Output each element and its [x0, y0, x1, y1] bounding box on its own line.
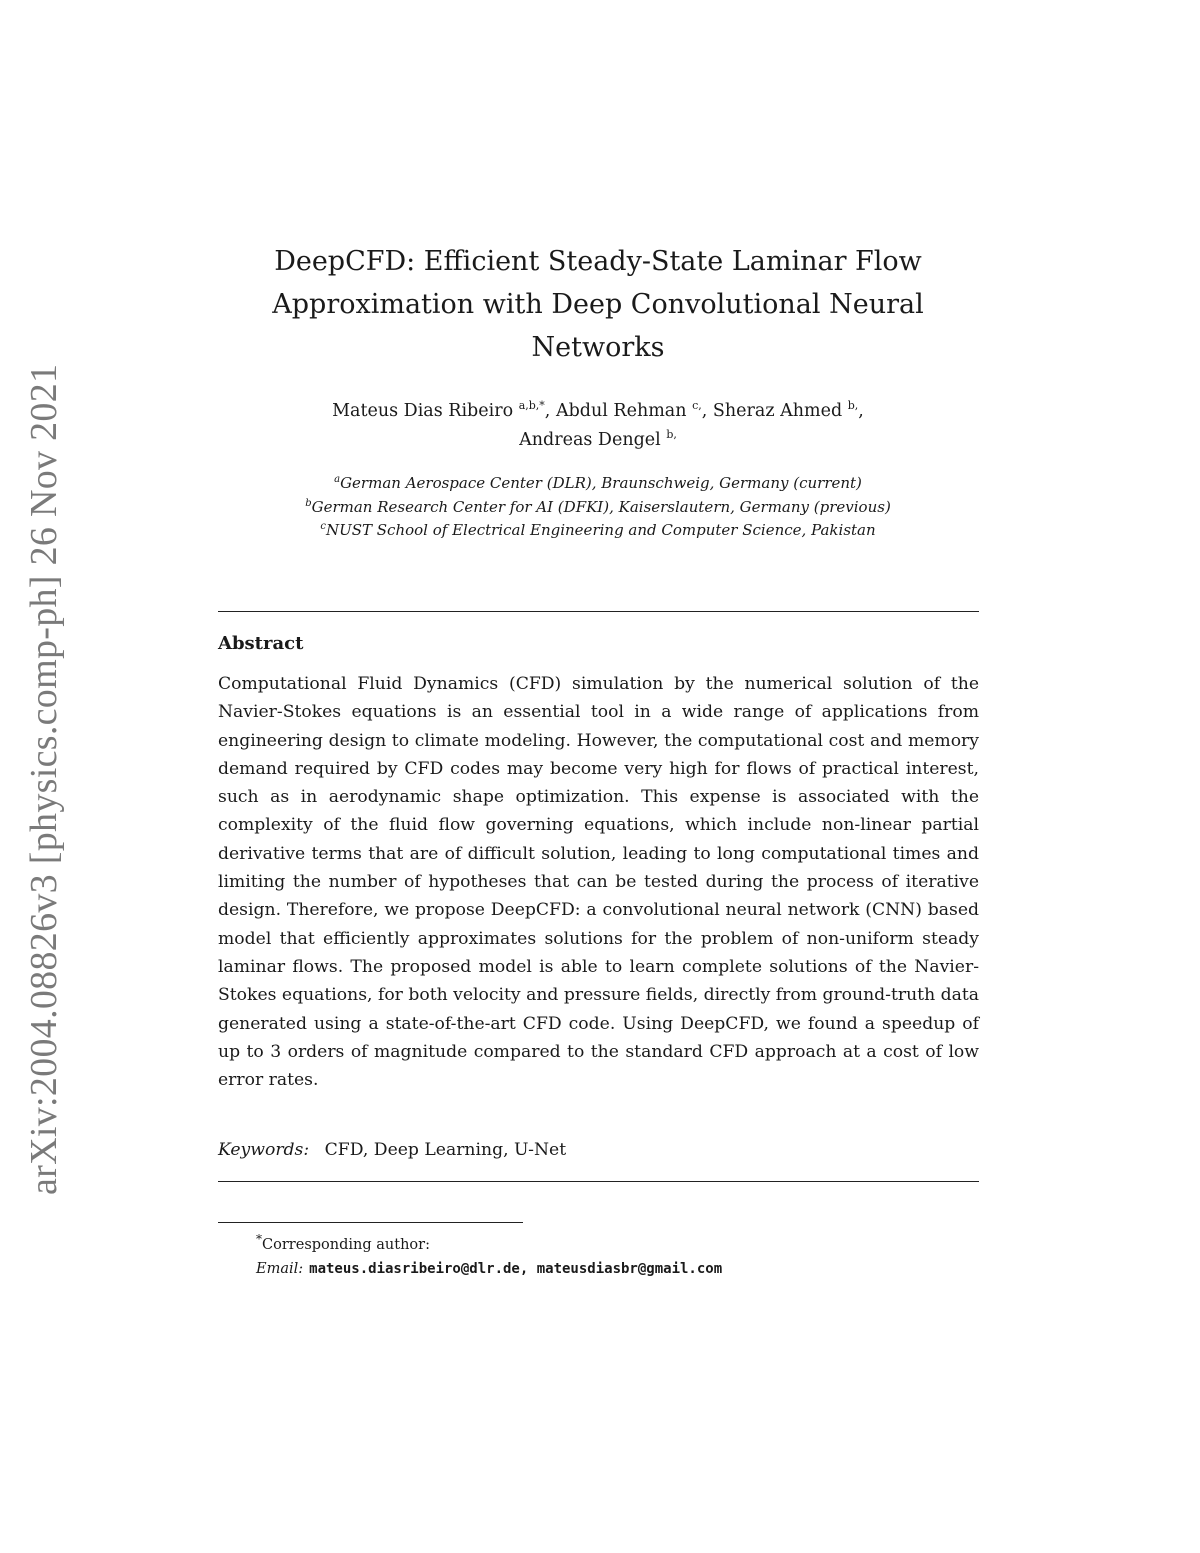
- affiliation-item: [218, 519, 978, 543]
- affiliation-item: [218, 496, 978, 520]
- keywords: [218, 1136, 566, 1164]
- abstract-bottom-rule: [218, 1181, 979, 1182]
- arxiv-identifier-stamp: arXiv:2004.08826v3 [physics.comp-ph] 26 Nov 2021: [23, 363, 65, 1195]
- author-name: Mateus Dias Ribeiro: [332, 401, 514, 421]
- author-name: Abdul Rehman: [555, 401, 687, 421]
- affiliation-mark: c: [320, 521, 326, 532]
- title-line-3: Networks: [531, 332, 665, 363]
- email-label: Email:: [256, 1260, 304, 1277]
- footnote-text: Corresponding author:: [262, 1236, 430, 1253]
- footnote-line: [218, 1227, 979, 1257]
- footnote-rule: [218, 1222, 523, 1223]
- author-affiliation-marks: c,: [692, 399, 702, 413]
- author-name: Sheraz Ahmed: [712, 401, 843, 421]
- paper-title: [218, 240, 978, 369]
- affiliation-text: NUST School of Electrical Engineering and Computer Science, Pakistan: [325, 521, 876, 539]
- footnote-mark: *: [256, 1232, 263, 1246]
- abstract-top-rule: [218, 611, 979, 612]
- email-addresses: mateus.diasribeiro@dlr.de, mateusdiasbr@gmail.com: [309, 1260, 723, 1277]
- author-affiliation-marks: b,: [847, 399, 859, 413]
- footnote: [218, 1227, 979, 1281]
- author-name: Andreas Dengel: [519, 430, 661, 450]
- affiliation-item: [218, 472, 978, 496]
- affiliation-mark: b: [305, 497, 312, 509]
- affiliation-mark: a: [334, 474, 341, 485]
- title-line-2: Approximation with Deep Convolutional Neural: [272, 289, 924, 320]
- abstract-heading: Abstract: [218, 633, 304, 654]
- keywords-value: CFD, Deep Learning, U-Net: [324, 1140, 567, 1160]
- affiliation-text: German Aerospace Center (DLR), Braunschweig, Germany (current): [340, 474, 862, 492]
- author-list: Mateus Dias Ribeiro $^{a,b,*}$, Abdul Rehman $^{c,}$, Sheraz Ahmed $^{b,}$, Andreas Dengel $^{b,}$: [332, 399, 864, 450]
- author-affiliation-marks: a,b,*: [518, 399, 545, 413]
- author-affiliation-marks: b,: [666, 428, 677, 442]
- keywords-label: Keywords:: [218, 1140, 310, 1160]
- affiliation-list: [218, 472, 978, 543]
- affiliation-text: German Research Center for AI (DFKI), Kaiserslautern, Germany (previous): [311, 497, 891, 516]
- title-line-1: DeepCFD: Efficient Steady-State Laminar Flow: [274, 246, 922, 277]
- footnote-email-line: [218, 1257, 979, 1281]
- abstract-text: Computational Fluid Dynamics (CFD) simulation by the numerical solution of the Navier-Stokes equations is an essential tool in a wide range of applications from engineering design to climate modeling. However, the computational cost and memory demand required by CFD codes may become very high for flows of practical interest, such as in aerodynamic shape optimization. This expense is associated with the complexity of the fluid flow governing equations, which include non-linear partial derivative terms that are of difficult solution, leading to long computational times and limiting the number of hypotheses that can be tested during the process of iterative design. Therefore, we propose DeepCFD: a convolutional neural network (CNN) based model that efficiently approximates solutions for the problem of non-uniform steady laminar flows. The proposed model is able to learn complete solutions of the Navier-Stokes equations, for both velocity and pressure fields, directly from ground-truth data generated using a state-of-the-art CFD code. Using DeepCFD, we found a speedup of up to 3 orders of magnitude compared to the standard CFD approach at a cost of low error rates.: [218, 674, 980, 1091]
